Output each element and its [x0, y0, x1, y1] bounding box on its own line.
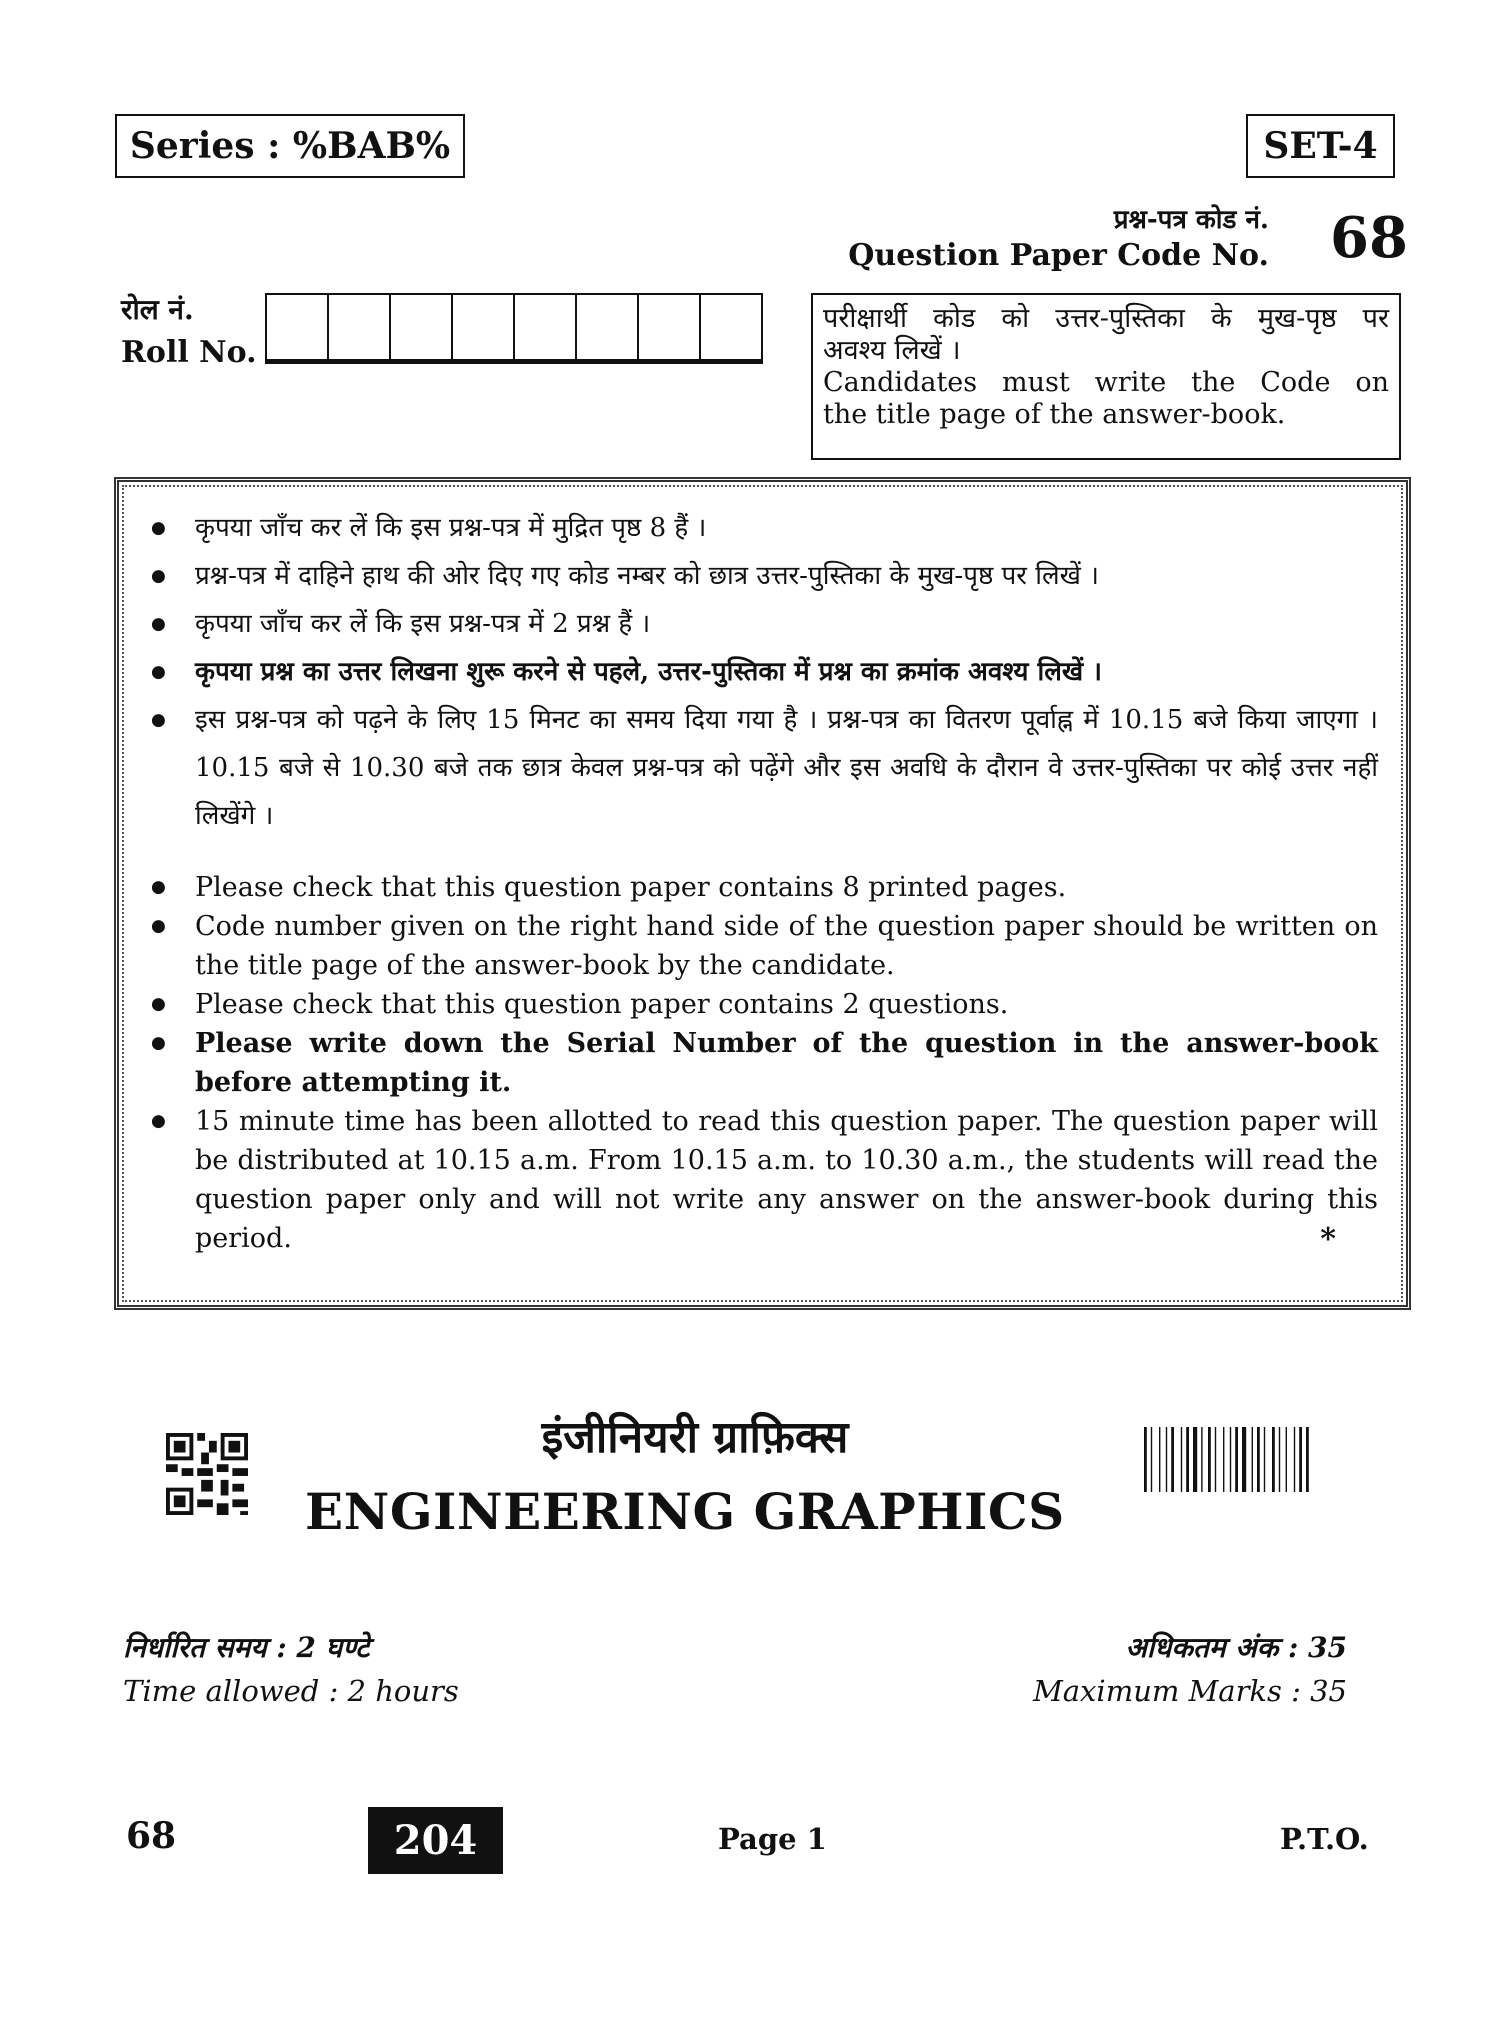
footer-code: 68	[126, 1815, 177, 1857]
roll-digit-box[interactable]	[267, 295, 329, 359]
roll-digit-box[interactable]	[329, 295, 391, 359]
instruction-hindi: ● इस प्रश्न-पत्र को पढ़ने के लिए 15 मिनट का समय दिया गया है । प्रश्न-पत्र का वितरण पूर्वाह्न में 10.15 बजे किया जाएगा । 10.15 बजे से 10.30 बजे तक छात्र केवल प्रश्न-पत्र को पढ़ेंगे और इस अवधि के दौरान वे उत्तर-पुस्तिका पर कोई उत्तर नहीं लिखेंगे ।	[145, 696, 1378, 840]
barcode-bar	[1159, 1427, 1160, 1492]
instruction-hindi: ● कृपया जाँच कर लें कि इस प्रश्न-पत्र में मुद्रित पृष्ठ 8 हैं ।	[145, 504, 1378, 552]
star-mark: *	[1320, 1222, 1336, 1257]
roll-label-hindi: रोल नं.	[121, 293, 194, 326]
barcode-bar	[1144, 1427, 1147, 1492]
note-english-line: Candidates must write the Code on	[823, 367, 1389, 398]
instructions-frame	[114, 477, 1411, 1310]
instruction-english: ● Code number given on the right hand side of the question paper should be written on the title page of the answer-book by the candidate.	[145, 907, 1378, 985]
barcode-bar	[1193, 1427, 1197, 1492]
instruction-hindi: ● प्रश्न-पत्र में दाहिने हाथ की ओर दिए गए कोड नम्बर को छात्र उत्तर-पुस्तिका के मुख-पृष्ठ पर लिखें ।	[145, 552, 1378, 600]
barcode-bar	[1294, 1427, 1295, 1492]
instruction-english: ● Please write down the Serial Number of the question in the answer-book before attempting it.	[145, 1024, 1378, 1102]
barcode-bar	[1272, 1427, 1275, 1492]
series-label: Series : %BAB%	[115, 114, 465, 178]
set-label: SET-4	[1246, 114, 1395, 178]
barcode-bar	[1235, 1427, 1238, 1492]
barcode-bar	[1186, 1427, 1189, 1492]
roll-label: Roll No.	[121, 335, 257, 370]
code-label-hindi: प्रश्न-पत्र कोड नं.	[1113, 205, 1269, 235]
barcode-bar	[1242, 1427, 1246, 1492]
barcode-bar	[1264, 1427, 1265, 1492]
instruction-hindi: ● कृपया जाँच कर लें कि इस प्रश्न-पत्र में 2 प्रश्न हैं ।	[145, 600, 1378, 648]
time-allowed-hindi: निर्धारित समय : 2 घण्टे	[123, 1631, 370, 1664]
barcode-bar	[1208, 1427, 1211, 1492]
barcode-bar	[1201, 1427, 1202, 1492]
roll-digit-box[interactable]	[639, 295, 701, 359]
note-english-line: the title page of the answer-book.	[823, 399, 1286, 430]
instruction-english: ● Please check that this question paper contains 8 printed pages.	[145, 868, 1378, 907]
footer-subject-code: 204	[368, 1807, 503, 1874]
roll-digit-box[interactable]	[577, 295, 639, 359]
barcode-bar	[1215, 1427, 1216, 1492]
roll-digit-box[interactable]	[515, 295, 577, 359]
barcode-bar	[1257, 1427, 1260, 1492]
barcode-bar	[1223, 1427, 1224, 1492]
barcode-bar	[1252, 1427, 1253, 1492]
note-hindi-line: परीक्षार्थी कोड को उत्तर-पुस्तिका के मुख-पृष्ठ पर	[823, 303, 1389, 334]
note-hindi-line: अवश्य लिखें ।	[823, 335, 961, 366]
page-number: Page 1	[718, 1822, 827, 1856]
time-allowed: Time allowed : 2 hours	[123, 1674, 459, 1708]
barcode-bar	[1151, 1427, 1152, 1492]
pto-label: P.T.O.	[1280, 1822, 1369, 1856]
barcode-bar	[1286, 1427, 1287, 1492]
barcode-bar	[1166, 1427, 1167, 1492]
roll-digit-box[interactable]	[391, 295, 453, 359]
code-label: Question Paper Code No.	[848, 238, 1269, 273]
roll-number-boxes[interactable]	[265, 293, 763, 364]
barcode-bar	[1299, 1427, 1302, 1492]
instruction-english: ● 15 minute time has been allotted to read this question paper. The question paper will be distributed at 10.15 a.m. From 10.15 a.m. to 10.30 a.m., the students will read the question paper only and will not write any answer on the answer-book during this period.	[145, 1102, 1378, 1258]
candidate-note	[811, 293, 1401, 460]
maximum-marks: Maximum Marks : 35	[1033, 1674, 1347, 1708]
roll-digit-box[interactable]	[701, 295, 761, 359]
maximum-marks-hindi: अधिकतम अंक : 35	[1125, 1631, 1347, 1664]
question-paper-code: 68	[1330, 205, 1408, 271]
barcode-bar	[1171, 1427, 1174, 1492]
roll-digit-box[interactable]	[453, 295, 515, 359]
barcode-bar	[1279, 1427, 1280, 1492]
barcode-bar	[1230, 1427, 1231, 1492]
barcode-icon	[1144, 1427, 1378, 1492]
instruction-hindi: ● कृपया प्रश्न का उत्तर लिखना शुरू करने से पहले, उत्तर-पुस्तिका में प्रश्न का क्रमांक अवश्य लिखें ।	[145, 648, 1378, 696]
subject-title-hindi: इंजीनियरी ग्राफ़िक्स	[541, 1412, 849, 1463]
barcode-bar	[1306, 1427, 1309, 1492]
barcode-bar	[1181, 1427, 1182, 1492]
instruction-english: ● Please check that this question paper contains 2 questions.	[145, 985, 1378, 1024]
subject-title: ENGINEERING GRAPHICS	[305, 1482, 1065, 1541]
